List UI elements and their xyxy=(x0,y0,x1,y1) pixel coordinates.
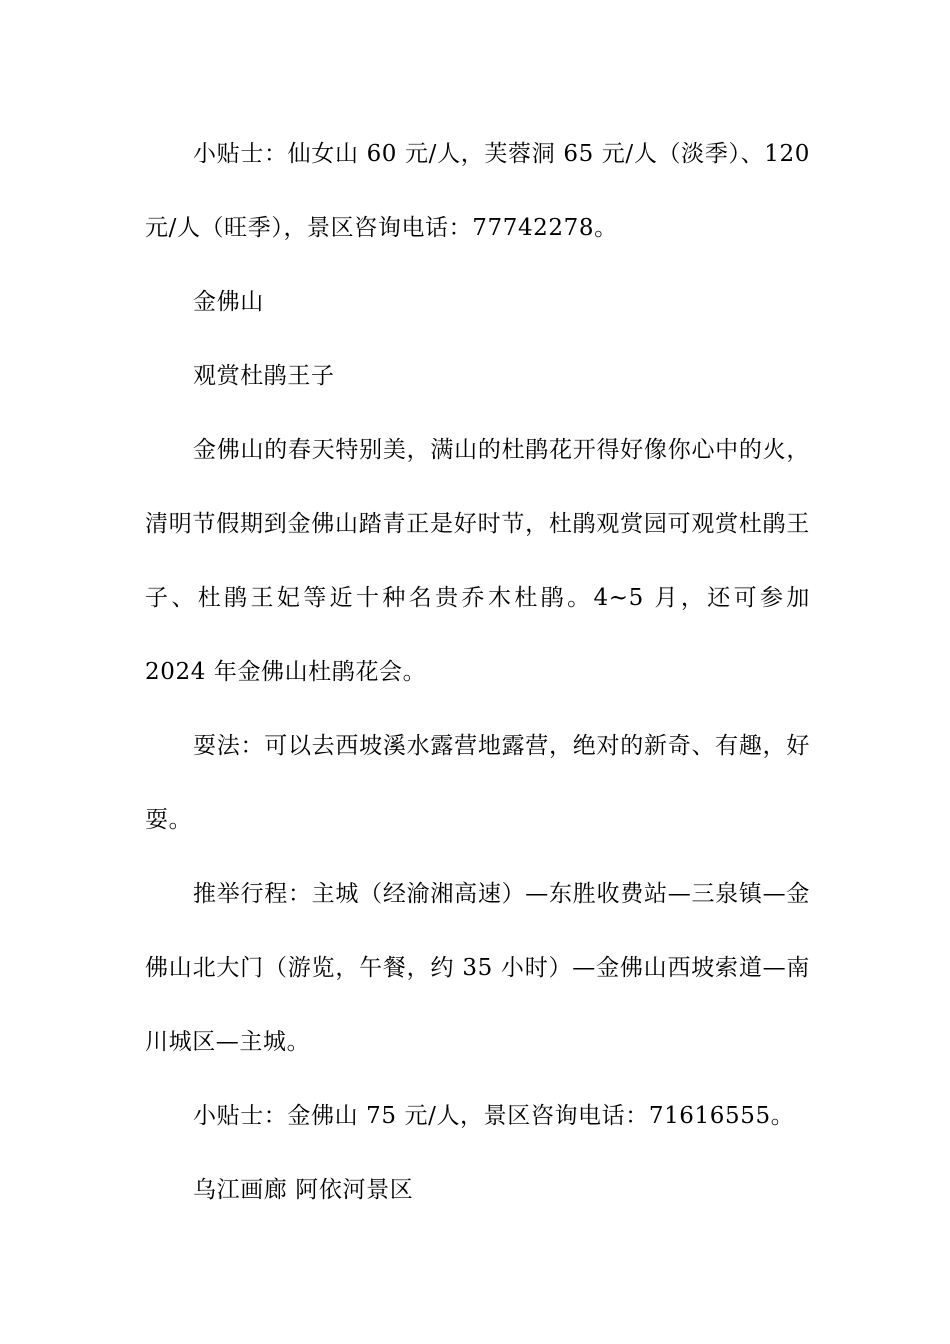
section-heading-jinfoshan: 金佛山 xyxy=(193,289,264,315)
body-paragraph-spring: 金佛山的春天特别美，满山的杜鹃花开得好像你心中的火，清明节假期到金佛山踏青正是好时节，杜鹃观赏园可观赏杜鹃王子、杜鹃王妃等近十种名贵乔木杜鹃。4~5 月，还可参加 2024 年金佛山杜鹃花会。 xyxy=(145,437,810,685)
subheading-azalea-prince: 观赏杜鹃王子 xyxy=(193,363,335,389)
section-heading-wujiang: 乌江画廊 阿依河景区 xyxy=(193,1177,414,1203)
tip-paragraph-jinfoshan: 小贴士：金佛山 75 元/人，景区咨询电话：71616555。 xyxy=(193,1103,795,1129)
body-paragraph-itinerary: 推举行程：主城（经渝湘高速）—东胜收费站—三泉镇—金佛山北大门（游览，午餐，约 35 小时）—金佛山西坡索道—南川城区—主城。 xyxy=(145,881,810,1055)
body-paragraph-activities: 耍法：可以去西坡溪水露营地露营，绝对的新奇、有趣，好耍。 xyxy=(145,733,810,833)
tip-paragraph-xiannvshan: 小贴士：仙女山 60 元/人，芙蓉洞 65 元/人（淡季）、120 元/人（旺季），景区咨询电话：77742278。 xyxy=(145,141,810,241)
